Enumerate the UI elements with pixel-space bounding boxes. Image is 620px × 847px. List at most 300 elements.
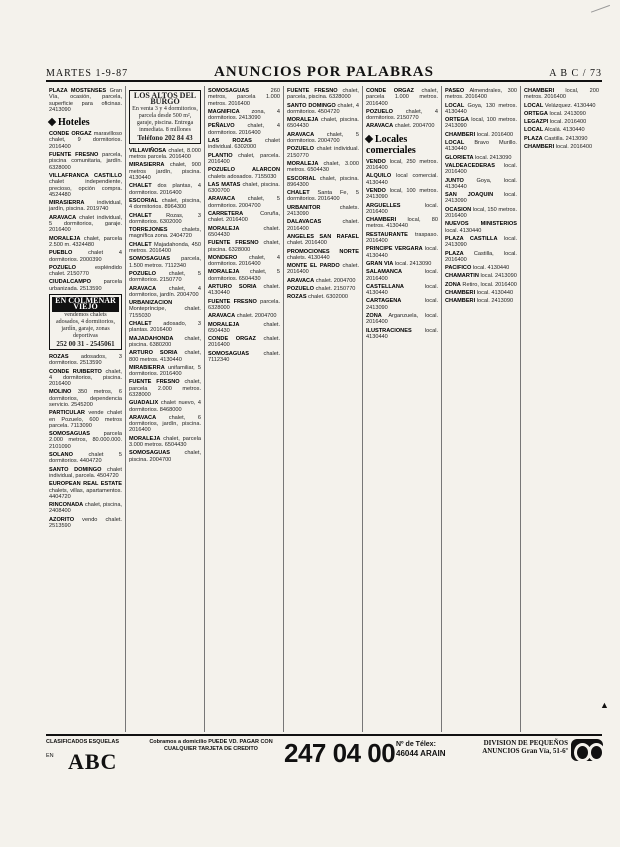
classified-ad: [129, 400, 201, 413]
ad-heading: PACIFICO: [445, 265, 472, 272]
ads-column-7: [520, 86, 602, 732]
ad-text: Castilla, local. 2016400: [445, 250, 517, 263]
ad-text: local. 2016400: [555, 144, 593, 151]
ad-heading: CASTELLANA: [366, 283, 404, 290]
ad-heading: NUEVOS MINISTERIOS: [445, 221, 517, 228]
ad-text: local, 250 metros. 2016400: [366, 158, 438, 172]
classified-ad: [524, 136, 599, 142]
ad-text: local. 4130440: [366, 283, 438, 297]
ad-text: chalets. 4130440: [287, 254, 330, 261]
ad-text: chalet individual. 2150770: [287, 146, 359, 159]
ad-text: chalet. 7112340: [208, 350, 280, 363]
ad-heading: SOMOSAGUAS: [49, 431, 91, 438]
ad-heading: CHAMBERI: [445, 290, 476, 297]
ad-text: chalets adosados. 7155030: [208, 173, 277, 180]
boxed-ad-t1: LOS ALTOS DEL BURGO: [133, 91, 197, 107]
classified-ad: [366, 159, 438, 172]
classified-ad: [49, 467, 122, 480]
classified-ad: [129, 365, 201, 378]
classified-ad: [445, 88, 517, 101]
ad-heading: ARAVACA: [366, 123, 394, 130]
classified-ad: [208, 284, 280, 297]
ad-text: chalet, 5 dormitorios. 2004700: [208, 196, 280, 209]
classified-ad: [287, 103, 359, 116]
ad-heading: URBANITOR: [287, 204, 321, 211]
classified-ad: [445, 298, 517, 304]
ad-heading: MORALEJA: [49, 235, 81, 242]
ad-text: local. 4130440: [476, 290, 514, 297]
ad-text: chalet individual. 6302000: [208, 138, 280, 151]
ad-text: Gran Vía, ocasión, parcela, superficie para oficinas. 2413090: [49, 88, 122, 113]
ad-text: dos plantas, 4 dormitorios. 2016400: [129, 183, 201, 196]
ad-text: 350 metros, 6 dormitorios, dependencia servicio. 2545200: [49, 389, 122, 408]
ad-text: chalet, parcela 3.000 metros. 6504430: [129, 435, 201, 449]
ad-text: parcela 2.000 metros, 80.000.000. 2101090: [49, 431, 122, 450]
ad-text: adosado, 3 plantas. 2016400: [129, 321, 201, 334]
classified-ad: [524, 111, 599, 117]
ad-text: Almendrales, 300 metros. 2016400: [445, 88, 517, 101]
ad-text: chalet, 4 dormitorios, jardín. 2004700: [129, 285, 201, 298]
ad-heading: RESTAURANTE: [366, 231, 408, 238]
ad-heading: MORALEJA: [129, 435, 161, 442]
ad-heading: URBANIZACION: [129, 300, 173, 307]
ad-heading: PUEBLO: [49, 250, 73, 257]
classified-ad: [208, 255, 280, 268]
classified-ad: [49, 452, 122, 465]
ad-heading: ILUSTRACIONES: [366, 327, 412, 334]
ad-heading: ZONA: [366, 313, 382, 320]
classified-ad: [445, 273, 517, 279]
ad-heading: LAS MATAS: [208, 181, 241, 188]
classified-ad: [129, 436, 201, 449]
classified-ad: [49, 481, 122, 500]
ad-text: local. 2413090: [549, 110, 586, 117]
classified-ad: [208, 211, 280, 224]
ad-text: chalet, 4 dormitorios. 2016400: [208, 254, 280, 268]
ad-text: chalet, 5 dormitorios. 2150770: [129, 270, 201, 284]
ad-text: Montepríncipe, chalet. 7155030: [129, 306, 201, 319]
classified-ad: [49, 389, 122, 408]
classified-ad: [49, 279, 122, 292]
ad-heading: POZUELO: [287, 146, 315, 153]
ad-text: local. 4130440: [472, 265, 510, 272]
classified-ad: [49, 369, 122, 388]
classified-ad: [445, 282, 517, 288]
ad-text: local, 200 metros. 2016400: [524, 88, 599, 101]
ad-heading: OCASION: [445, 206, 472, 213]
classified-ad: [208, 196, 280, 209]
ad-heading: MOLINO: [49, 389, 72, 396]
ad-text: chalet, parcela 1.000 metros. 2016400: [366, 88, 438, 107]
ads-column-2: [125, 86, 204, 732]
abc-classifieds-brand: [46, 739, 141, 783]
ad-text: local. 2016400: [366, 202, 438, 215]
ad-heading: ARAVACA: [129, 414, 157, 421]
ad-heading: ARAVACA: [287, 131, 315, 138]
ad-text: chalet, piscina. 2004700: [129, 450, 201, 463]
ad-text: Velázquez. 4130440: [544, 102, 596, 109]
ad-text: local. 2016400: [476, 131, 514, 138]
boxed-ad: [49, 294, 122, 350]
ad-heading: SOMOSAGUAS: [129, 450, 171, 457]
ad-text: individual, jardín, piscina. 2019740: [49, 200, 122, 213]
classified-ad: [287, 190, 359, 203]
boxed-ad-t1: EN COLMENAR VIEJO: [52, 297, 119, 312]
classified-ad: [445, 155, 517, 161]
ad-heading: ESCORIAL: [287, 175, 316, 182]
classified-ad: [366, 232, 438, 245]
classified-ad: [287, 205, 359, 218]
ad-heading: CARTAGENA: [366, 298, 402, 305]
classified-ad: [287, 146, 359, 159]
ad-heading: PARTICULAR: [49, 410, 85, 417]
classified-ad: [287, 234, 359, 247]
classified-ad: [129, 415, 201, 434]
ad-heading: ROZAS: [49, 353, 69, 360]
ad-heading: ARAVACA: [208, 313, 236, 320]
ad-heading: CHALET: [129, 183, 152, 190]
classified-ad: [49, 265, 122, 278]
ad-text: Goya, 130 metros. 4130440: [445, 102, 517, 115]
classified-ad: [366, 246, 438, 259]
ad-heading: VENDO: [366, 158, 386, 165]
ad-text: chalet. 6504430: [208, 225, 280, 238]
classified-ad: [524, 144, 599, 150]
ad-text: local. 4130440: [445, 227, 482, 234]
ad-text: traspaso. 2016400: [366, 231, 438, 245]
classified-ad: [208, 299, 280, 312]
payment-info: Cobramos a domicilio PUEDE VD. PAGAR CON CUALQUIER TARJETA DE CREDITO: [149, 739, 273, 752]
ad-text: chalet. 6504430: [208, 321, 280, 334]
ad-heading: ZONA: [445, 281, 461, 288]
header-page-number: A B C / 73: [549, 68, 602, 79]
classified-ad: [287, 176, 359, 189]
ad-text: Coruña, chalet. 2016400: [208, 211, 280, 224]
classified-ad: [366, 298, 438, 311]
ad-heading: PLAZA CASTILLA: [445, 235, 498, 242]
section-heading: [49, 117, 122, 128]
classified-ad: [445, 265, 517, 271]
ad-text: parcela, piscina comunitaria, jardín. 6328000: [49, 152, 122, 171]
classified-ad: [445, 192, 517, 205]
ad-text: chalet, piscina, 4 dormitorios. 8964300: [129, 197, 201, 211]
classified-ad: [129, 227, 201, 240]
ad-heading: LOCAL: [445, 140, 465, 147]
classified-ad: [129, 148, 201, 161]
classified-ad: [287, 249, 359, 262]
classified-ad: [445, 290, 517, 296]
ad-text: local. 2016400: [549, 119, 587, 126]
ad-heading: CHAMBERI: [524, 144, 555, 151]
ad-heading: PLAZA: [524, 135, 543, 142]
ad-heading: MORALEJA: [208, 321, 240, 328]
ad-text: Rozas, 3 dormitorios. 6302000: [129, 212, 201, 225]
ad-heading: MAJADAHONDA: [129, 335, 174, 342]
boxed-ad-t2: vendemos chalets adosados, 4 dormitorios, jardín, garaje, zonas deportivas: [56, 311, 115, 339]
telex-value: 46044 ARAIN: [396, 749, 446, 758]
ad-text: chalet, parcela 2.500 m. 4324480: [49, 235, 122, 248]
telex-label: Nº de Télex:: [396, 741, 436, 748]
ad-text: chalet, 5 dormitorios. 2004700: [287, 131, 359, 145]
classified-ad: [49, 152, 122, 171]
ad-heading: MIRASIERRA: [49, 200, 85, 207]
classified-ad: [208, 153, 280, 166]
ad-text: local. 2413090: [445, 235, 517, 249]
ad-text: local comercial. 4130440: [366, 173, 438, 186]
classified-ad: [208, 240, 280, 253]
ad-text: chalet, piscina. 6504430: [287, 117, 359, 130]
classified-ad: [129, 162, 201, 181]
ad-heading: MONTE EL PARDO: [287, 263, 340, 270]
ad-text: local. 2413090: [366, 298, 438, 311]
ad-text: chalet, 3.000 metros. 6504430: [287, 160, 359, 174]
ad-text: Majadahonda, 450 metros. 2016400: [129, 241, 201, 255]
ad-text: parcela, 1.500 metros. 7112340: [129, 256, 201, 269]
ad-heading: ANGELES SAN RAFAEL: [287, 233, 359, 240]
classified-ad: [49, 502, 122, 515]
ad-heading: TORREJONES: [129, 227, 168, 234]
section-heading: [366, 134, 438, 156]
classified-ad: [287, 263, 359, 276]
classified-ad: [287, 286, 359, 292]
ad-heading: GUADALIX: [129, 400, 159, 407]
ad-heading: CONDE ORGAZ: [366, 88, 414, 94]
classified-ad: [208, 226, 280, 239]
classified-ad: [49, 250, 122, 263]
classified-ad: [49, 215, 122, 234]
ad-heading: FUENTE FRESNO: [49, 152, 99, 159]
classified-ad: [287, 88, 359, 101]
ad-heading: ORTEGA: [524, 110, 548, 117]
classified-ad: [208, 336, 280, 349]
ad-text: chalet, parcela 2.000 metros. 6328000: [129, 379, 201, 398]
ad-text: chalet, piscina. 6328000: [208, 240, 280, 253]
classified-ad: [49, 200, 122, 213]
ads-columns: [46, 86, 602, 732]
ad-heading: VILLAFRANCA CASTILLO: [49, 172, 122, 179]
ad-heading: POZUELO ALARCON: [208, 167, 280, 174]
ad-heading: FUENTE FRESNO: [287, 88, 338, 94]
boxed-ad-t3: 252 00 31 - 2545061: [56, 339, 115, 348]
ad-heading: SANTO DOMINGO: [287, 102, 336, 109]
ad-heading: AZORITO: [49, 516, 75, 523]
ads-column-3: [204, 86, 283, 732]
classified-ad: [129, 350, 201, 363]
ads-column-6: [441, 86, 520, 732]
ad-heading: MONDERO: [208, 254, 238, 261]
ad-heading: CONDE ORGAZ: [208, 336, 256, 343]
ad-heading: ORTEGA: [445, 117, 469, 124]
ad-heading: FUENTE FRESNO: [208, 298, 257, 305]
ad-heading: ARGUELLES: [366, 202, 401, 209]
ad-text: local, 100 metros. 2413090: [366, 187, 438, 201]
classified-ad: [445, 236, 517, 249]
classified-ad: [445, 251, 517, 264]
ads-column-1: [46, 86, 125, 732]
ad-heading: MORALEJA: [287, 160, 319, 167]
ad-heading: ESCORIAL: [129, 197, 158, 204]
brand-en-text: EN: [46, 753, 54, 759]
classified-ad: [524, 119, 599, 125]
classified-ad: [287, 132, 359, 145]
classified-ad: [208, 88, 280, 107]
ad-text: chalet, piscina. 6380200: [129, 335, 201, 348]
ads-column-5: [362, 86, 441, 732]
ad-heading: CHAMARTIN: [445, 273, 479, 280]
ad-text: 260 metros, parcela 1.000 metros. 2016400: [208, 88, 280, 107]
classified-ad: [524, 103, 599, 109]
ad-heading: CHALET: [287, 190, 310, 197]
ad-heading: MAGNIFICA: [208, 108, 240, 115]
ad-text: chalets, magnífica zona. 2404720: [129, 227, 201, 240]
classified-ad: [129, 271, 201, 284]
classified-ad: [445, 132, 517, 138]
ad-text: chalets. 2413090: [287, 204, 359, 218]
ad-text: chalet, 4 dormitorios, piscina. 2016400: [49, 368, 122, 388]
classified-ad: [129, 336, 201, 349]
classified-ad: [49, 431, 122, 450]
ad-heading: PEÑALVO: [208, 123, 235, 130]
ad-heading: ARAVACA: [49, 214, 77, 221]
ad-heading: ALQUILO: [366, 173, 392, 180]
brand-top-text: CLASIFICADOS ESQUELAS: [46, 739, 120, 745]
ad-heading: CONDE RUIBERTO: [49, 368, 102, 375]
classified-ad: [524, 88, 599, 101]
classified-ad: [129, 450, 201, 463]
ad-text: chalet. 6302000: [308, 294, 348, 301]
ad-text: chalets, villas, apartamentos. 4404720: [49, 487, 122, 500]
classified-ad: [366, 203, 438, 216]
section-heading-text: Hoteles: [58, 117, 90, 129]
telex-info: [396, 740, 446, 758]
classified-ad: [366, 217, 438, 230]
ad-text: local, 80 metros. 4130440: [366, 217, 438, 230]
classified-ad: [129, 213, 201, 226]
ad-heading: GRAN VIA: [366, 260, 394, 267]
ad-text: chalet. 2016400: [208, 336, 280, 349]
ad-heading: SOLANO: [49, 452, 73, 459]
classified-ad: [208, 313, 280, 319]
ad-text: chalet 4 dormitorios. 2000390: [49, 250, 122, 263]
classified-ad: [208, 351, 280, 364]
ad-heading: PLANTIO: [208, 152, 233, 159]
classified-ad: [208, 138, 280, 151]
classified-ad: [287, 161, 359, 174]
classified-ad: [129, 300, 201, 319]
ad-text: local. 2413090: [394, 260, 432, 267]
ad-text: chalet independiente, precioso, opción compra. 4524480: [49, 179, 122, 198]
ad-text: parcela urbanizada. 2513590: [49, 279, 122, 292]
classified-ad: [287, 294, 359, 300]
ad-text: zona, 4 dormitorios. 2413090: [208, 108, 280, 122]
ad-heading: ARAVACA: [208, 196, 236, 203]
ad-text: adosados, 3 dormitorios. 2513590: [49, 353, 122, 367]
ad-text: chalet. 2004700: [315, 277, 356, 284]
classified-ad: [49, 354, 122, 367]
classified-ad: [49, 173, 122, 198]
phone-number: 247 04 00: [284, 738, 396, 768]
classified-ad: [129, 286, 201, 299]
ad-text: chalet, 4 dormitorios. 2016400: [208, 123, 280, 136]
ad-heading: VALDEACEDERAS: [445, 162, 495, 169]
ad-text: chalet, piscina. 8964300: [287, 175, 359, 188]
ad-heading: SOMOSAGUAS: [129, 256, 171, 263]
ad-heading: CHAMBERI: [524, 88, 555, 94]
abc-logo-text: ABC: [68, 749, 118, 774]
classified-ad: [445, 207, 517, 220]
classified-ad: [49, 131, 122, 150]
ad-text: chalet. 4130440: [208, 284, 280, 297]
classified-ad: [366, 313, 438, 326]
ad-heading: MIRABIERRA: [129, 364, 165, 371]
classified-ad: [49, 410, 122, 429]
ad-heading: LOCAL: [524, 102, 544, 109]
ad-text: chalet nuevo, 4 dormitorios. 8468000: [129, 400, 201, 413]
ad-heading: CHALET: [129, 241, 152, 248]
ad-heading: MORALEJA: [208, 225, 240, 232]
ad-text: local. 2016400: [366, 269, 438, 282]
ad-heading: MIRASIERRA: [129, 162, 165, 169]
ad-heading: PLAZA MOSTENSES: [49, 88, 107, 94]
ad-heading: CIUDALCAMPO: [49, 279, 91, 286]
ad-text: chalet, 6 dormitorios, jardín, piscina. 2016400: [129, 414, 201, 434]
ad-heading: ARTURO SORIA: [208, 284, 257, 291]
classified-ad: [366, 188, 438, 201]
ad-heading: LOCAL: [445, 102, 465, 109]
ad-heading: SALAMANCA: [366, 269, 403, 276]
ad-heading: ARAVACA: [129, 285, 157, 292]
ad-heading: POZUELO: [129, 270, 157, 277]
ad-heading: CHAMBERI: [366, 217, 397, 224]
classified-ad: [129, 198, 201, 211]
classified-ad: [445, 103, 517, 116]
ad-text: Bravo Murillo. 4130440: [445, 140, 517, 153]
ad-heading: PROMOCIONES NORTE: [287, 248, 359, 255]
ad-text: local. 2413090: [480, 273, 517, 280]
classified-ad: [49, 236, 122, 249]
ad-heading: FUENTE FRESNO: [129, 379, 180, 386]
classified-ad: [524, 127, 599, 133]
ad-text: chalet, 4 dormitorios. 2150770: [366, 108, 438, 122]
ad-text: Retiro, local. 2016400: [462, 281, 517, 288]
ad-text: local, 150 metros. 2016400: [445, 206, 517, 220]
ad-text: chalet individual, 5 dormitorios, garaje. 2016400: [49, 214, 122, 234]
classified-ad: [445, 163, 517, 176]
ad-text: chalet. 2016400: [287, 240, 327, 247]
ad-heading: EUROPEAN REAL ESTATE: [49, 481, 122, 488]
classified-ad: [49, 517, 122, 530]
ad-heading: POZUELO: [366, 108, 394, 115]
ad-heading: ROZAS: [287, 294, 307, 301]
double-circle-logo-icon: [571, 739, 603, 761]
ad-heading: SAN JOAQUIN: [445, 192, 494, 199]
ad-text: chalet, 4 dormitorios. 4504720: [287, 102, 359, 115]
classified-ad: [208, 322, 280, 335]
ads-column-4: [283, 86, 362, 732]
ad-text: maravilloso chalet, 9 dormitorios. 2016400: [49, 131, 122, 150]
ad-text: chalet. 2016400: [287, 263, 359, 276]
ad-text: chalet, piscina, 2408400: [49, 502, 122, 515]
ad-heading: VENDO: [366, 187, 386, 194]
ad-heading: CHAMBERI: [445, 131, 476, 138]
ad-text: chalet. 2004700: [394, 123, 435, 130]
ad-text: local. 4130440: [366, 327, 438, 340]
classified-ad: [445, 117, 517, 130]
classified-ad: [366, 88, 438, 107]
ad-heading: SANTO DOMINGO: [49, 466, 102, 473]
classified-ad: [129, 183, 201, 196]
ad-heading: RINCONADA: [49, 502, 84, 509]
